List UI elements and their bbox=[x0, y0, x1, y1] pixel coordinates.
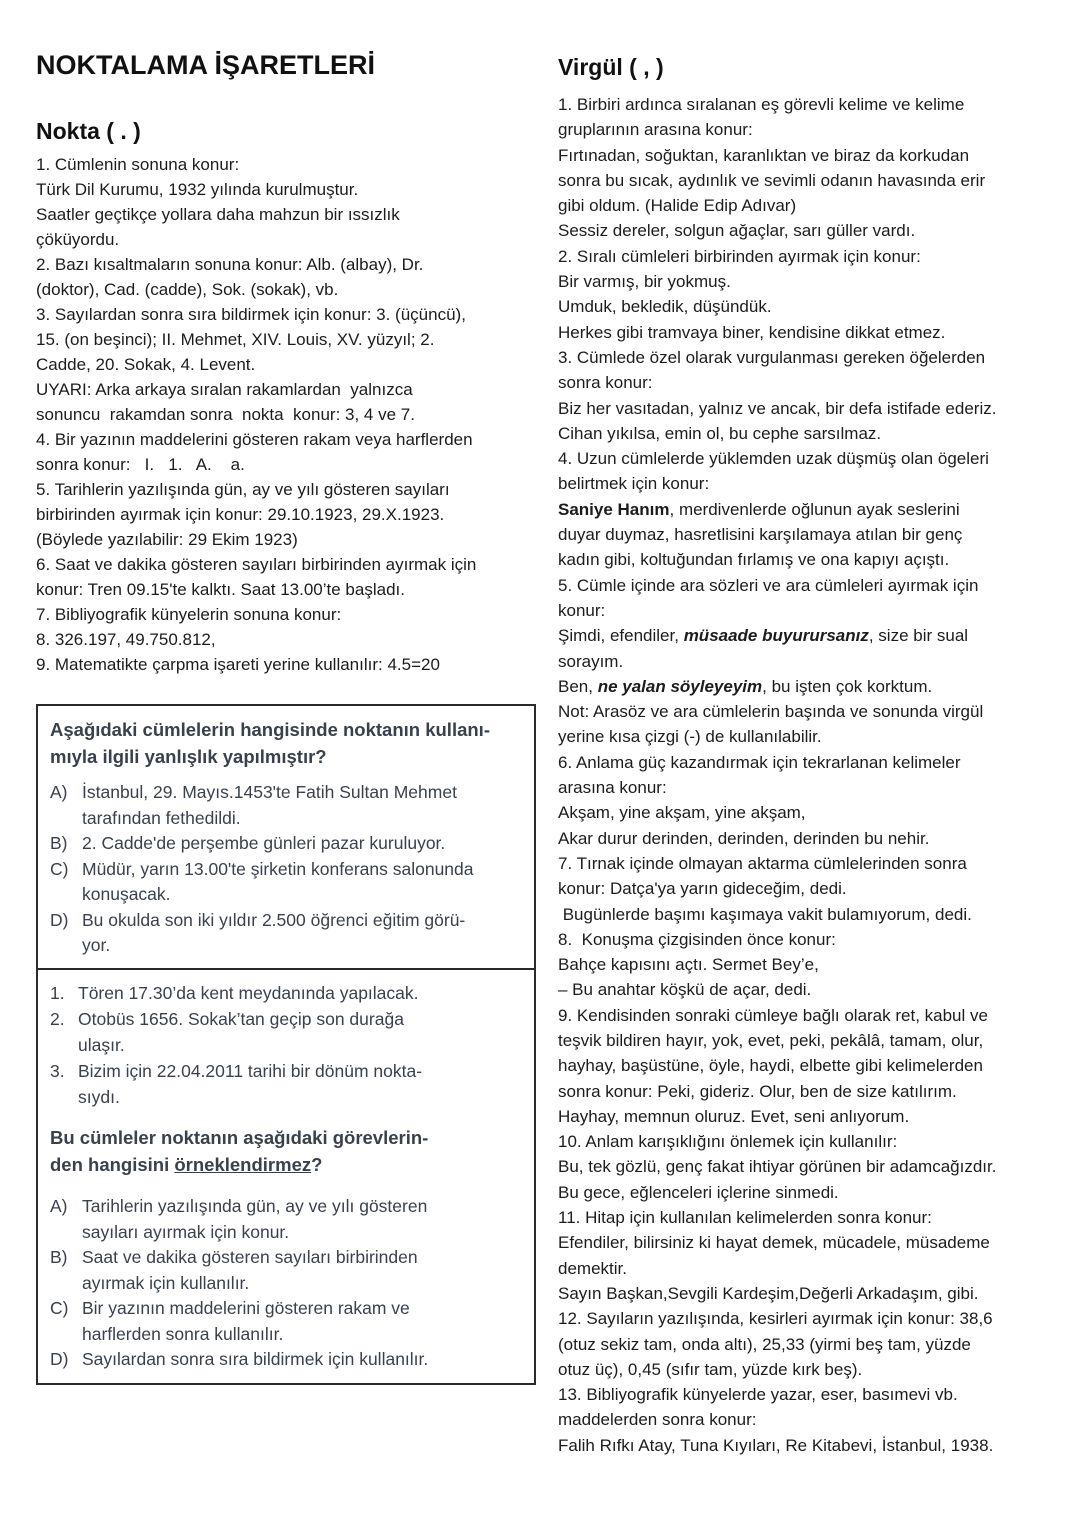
text-line: yor. bbox=[82, 935, 111, 955]
text-line: Saat ve dakika gösteren sayıları birbirinden bbox=[82, 1247, 418, 1267]
text-line: 12. Sayıların yazılışında, kesirleri ayırmak için konur: 38,6 bbox=[558, 1309, 993, 1329]
text-segment: , size bir sual bbox=[868, 626, 969, 646]
text-line: Bir yazının maddelerini gösteren rakam ve bbox=[82, 1298, 410, 1318]
option-label: A) bbox=[50, 782, 68, 802]
text-line: 9. Kendisinden sonraki cümleye bağlı olarak ret, kabul ve bbox=[558, 1005, 988, 1025]
text-line: Tarihlerin yazılışında gün, ay ve yılı gösteren bbox=[82, 1196, 428, 1216]
text-line: Aşağıdaki cümlelerin hangisinde noktanın kullanı- bbox=[50, 719, 490, 740]
nokta-rules-text bbox=[36, 152, 541, 677]
text-line: maddelerden sonra konur: bbox=[558, 1410, 757, 1430]
text-segment: den hangisini bbox=[50, 1154, 175, 1175]
text-line: Fırtınadan, soğuktan, karanlıktan ve biraz da korkudan bbox=[558, 145, 970, 165]
text-line bbox=[558, 674, 1068, 699]
text-line: (otuz sekiz tam, onda altı), 25,33 (yirmi beş tam, yüzde bbox=[558, 1334, 971, 1354]
text-line: yerine kısa çizgi (-) de kullanılabilir. bbox=[558, 727, 822, 747]
text-line: Bahçe kapısını açtı. Sermet Bey’e, bbox=[558, 955, 819, 975]
text-segment: ? bbox=[311, 1154, 323, 1175]
text-line: 2. Cadde'de perşembe günleri pazar kuruluyor. bbox=[82, 833, 446, 853]
option-row bbox=[50, 1006, 524, 1058]
text-line: Cadde, 20. Sokak, 4. Levent. bbox=[36, 355, 256, 374]
text-line: 3. Cümlede özel olarak vurgulanması gereken öğelerden bbox=[558, 347, 986, 367]
text-line: Bugünlerde başımı kaşımaya vakit bulamıyorum, dedi. bbox=[558, 904, 972, 924]
text-line: Bu, tek gözlü, genç fakat ihtiyar görünen bir adamcağızdır. bbox=[558, 1157, 997, 1177]
text-line: konur: bbox=[558, 600, 606, 620]
text-line: 13. Bibliyografik künyelerde yazar, eser, basımevi vb. bbox=[558, 1385, 958, 1405]
text-line: duyar duymaz, hasretlisini karşılamaya atılan bir genç bbox=[558, 525, 963, 545]
section-heading-nokta: Nokta ( . ) bbox=[36, 118, 141, 144]
option-row bbox=[50, 1245, 524, 1296]
question-1-text bbox=[50, 716, 524, 770]
text-line: Not: Arasöz ve ara cümlelerin başında ve sonunda virgül bbox=[558, 702, 984, 722]
text-line: 11. Hitap için kullanılan kelimelerden sonra konur: bbox=[558, 1208, 932, 1228]
question-box-2 bbox=[36, 968, 536, 1385]
text-line: sonuncu rakamdan sonra nokta konur: 3, 4 ve 7. bbox=[36, 405, 415, 424]
text-line bbox=[558, 497, 1068, 522]
option-row bbox=[50, 1296, 524, 1347]
text-line: 5. Cümle içinde ara sözleri ve ara cümleleri ayırmak için bbox=[558, 575, 979, 595]
text-line: 3. Sayılardan sonra sıra bildirmek için konur: 3. (üçüncü), bbox=[36, 305, 466, 324]
text-line: Akar durur derinden, derinden, derinden bu nehir. bbox=[558, 828, 930, 848]
text-line: teşvik bildiren hayır, yok, evet, peki, pekâlâ, tamam, olur, bbox=[558, 1030, 984, 1050]
option-label: D) bbox=[50, 1349, 69, 1369]
text-line: Sayın Başkan,Sevgili Kardeşim,Değerli Arkadaşım, gibi. bbox=[558, 1283, 979, 1303]
text-line: belirtmek için konur: bbox=[558, 474, 710, 494]
text-line: 1. Birbiri ardınca sıralanan eş görevli kelime ve kelime bbox=[558, 95, 965, 114]
text-line: Bu gece, eğlenceleri içlerine sinmedi. bbox=[558, 1182, 839, 1202]
text-line: (Böylede yazılabilir: 29 Ekim 1923) bbox=[36, 530, 298, 549]
option-row bbox=[50, 1347, 524, 1373]
text-line: (doktor), Cad. (cadde), Sok. (sokak), vb. bbox=[36, 280, 339, 299]
text-line: 8. 326.197, 49.750.812, bbox=[36, 630, 216, 649]
text-line: sorayım. bbox=[558, 651, 624, 671]
option-label: 3. bbox=[50, 1061, 65, 1081]
option-text bbox=[82, 857, 474, 908]
text-line: UYARI: Arka arkaya sıralan rakamlardan yalnızca bbox=[36, 380, 413, 399]
text-line: konur: Datça'ya yarın gideceğim, dedi. bbox=[558, 879, 847, 899]
option-text bbox=[82, 1296, 410, 1347]
text-line: çöküyordu. bbox=[36, 230, 120, 249]
emphasized-text: ne yalan söyleyeyim bbox=[597, 676, 763, 696]
option-label: B) bbox=[50, 1247, 68, 1267]
text-line: – Bu anahtar köşkü de açar, dedi. bbox=[558, 980, 812, 1000]
option-row bbox=[50, 908, 524, 959]
option-row bbox=[50, 1058, 524, 1110]
text-segment: , merdivenlerde oğlunun ayak seslerini bbox=[669, 499, 960, 519]
text-line: Bu cümleler noktanın aşağıdaki görevlerin- bbox=[50, 1127, 429, 1148]
option-text bbox=[82, 908, 465, 959]
option-text bbox=[82, 831, 445, 857]
text-line: Umduk, bekledik, düşündük. bbox=[558, 297, 772, 317]
question-2-text bbox=[50, 1124, 524, 1178]
text-line: Saatler geçtikçe yollara daha mahzun bir ıssızlık bbox=[36, 205, 400, 224]
text-line: 8. Konuşma çizgisinden önce konur: bbox=[558, 929, 836, 949]
option-row bbox=[50, 780, 524, 831]
virgul-section bbox=[558, 54, 1068, 1458]
text-line: otuz üç), 0,45 (sıfır tam, yüzde kırk beş). bbox=[558, 1359, 863, 1379]
option-text bbox=[82, 780, 457, 831]
option-row bbox=[50, 980, 524, 1006]
option-label: C) bbox=[50, 1298, 69, 1318]
text-line: 7. Bibliyografik künyelerin sonuna konur: bbox=[36, 605, 342, 624]
text-line: Hayhay, memnun oluruz. Evet, seni anlıyorum. bbox=[558, 1106, 910, 1126]
option-text bbox=[82, 1245, 418, 1296]
text-line: Sessiz dereler, solgun ağaçlar, sarı güller vardı. bbox=[558, 221, 916, 241]
option-text bbox=[78, 980, 419, 1006]
text-line: 6. Anlama güç kazandırmak için tekrarlanan kelimeler bbox=[558, 752, 961, 772]
question-1-options bbox=[50, 780, 524, 959]
text-line: 9. Matematikte çarpma işareti yerine kullanılır: 4.5=20 bbox=[36, 655, 440, 674]
option-label: 1. bbox=[50, 983, 65, 1003]
text-line: sayıları ayırmak için konur. bbox=[82, 1221, 290, 1242]
text-line: 4. Uzun cümlelerde yüklemden uzak düşmüş olan ögeleri bbox=[558, 449, 989, 469]
text-line: konuşacak. bbox=[82, 884, 171, 904]
option-row bbox=[50, 1194, 524, 1245]
question-2-numbered-sentences bbox=[50, 980, 524, 1110]
text-segment: Şimdi, efendiler, bbox=[558, 626, 684, 646]
text-line: Bu okulda son iki yıldır 2.500 öğrenci eğitim görü- bbox=[82, 909, 466, 930]
text-line: Herkes gibi tramvaya biner, kendisine dikkat etmez. bbox=[558, 322, 946, 342]
text-line: Efendiler, bilirsiniz ki hayat demek, mücadele, müsademe bbox=[558, 1233, 990, 1253]
text-line bbox=[50, 1151, 524, 1178]
option-label: A) bbox=[50, 1196, 68, 1216]
text-line: tarafından fethedildi. bbox=[82, 807, 241, 828]
text-line: mıyla ilgili yanlışlık yapılmıştır? bbox=[50, 746, 327, 767]
text-line: Cihan yıkılsa, emin ol, bu cephe sarsılmaz. bbox=[558, 423, 882, 443]
virgul-rules-text bbox=[558, 92, 1068, 1458]
text-line: sıydı. bbox=[78, 1087, 120, 1107]
text-line: demektir. bbox=[558, 1258, 627, 1278]
option-label: 2. bbox=[50, 1009, 65, 1029]
option-text bbox=[82, 1347, 428, 1373]
text-line: İstanbul, 29. Mayıs.1453'te Fatih Sultan Mehmet bbox=[82, 782, 457, 802]
text-line: hayhay, başüstüne, öyle, haydi, elbette gibi kelimelerden bbox=[558, 1056, 983, 1076]
text-line: ayırmak için kullanılır. bbox=[82, 1272, 250, 1293]
text-line: ulaşır. bbox=[78, 1035, 125, 1055]
text-line: Biz her vasıtadan, yalnız ve ancak, bir defa istifade ederiz. bbox=[558, 398, 997, 418]
option-text bbox=[82, 1194, 427, 1245]
emphasized-text: örneklendirmez bbox=[174, 1154, 312, 1175]
page-title: NOKTALAMA İŞARETLERİ bbox=[36, 50, 375, 80]
text-line: sonra bu sıcak, aydınlık ve sevimli odanın havasında erir bbox=[558, 170, 986, 190]
option-row bbox=[50, 831, 524, 857]
text-line: Türk Dil Kurumu, 1932 yılında kurulmuştur. bbox=[36, 180, 359, 199]
text-line: Tören 17.30’da kent meydanında yapılacak. bbox=[78, 983, 419, 1003]
text-line: konur: Tren 09.15'te kalktı. Saat 13.00’te başladı. bbox=[36, 580, 405, 599]
text-segment: , bu işten çok korktum. bbox=[762, 676, 933, 696]
text-line: Müdür, yarın 13.00'te şirketin konferans salonunda bbox=[82, 858, 474, 879]
text-line: Sayılardan sonra sıra bildirmek için kullanılır. bbox=[82, 1349, 429, 1369]
text-line: 2. Sıralı cümleleri birbirinden ayırmak için konur: bbox=[558, 246, 921, 266]
text-line: 2. Bazı kısaltmaların sonuna konur: Alb. (albay), Dr. bbox=[36, 255, 424, 274]
text-segment: Ben, bbox=[558, 676, 598, 696]
text-line bbox=[558, 623, 1068, 648]
text-line: sonra konur: bbox=[558, 373, 653, 393]
text-line: 6. Saat ve dakika gösteren sayıları birbirinden ayırmak için bbox=[36, 555, 477, 574]
text-line: 1. Cümlenin sonuna konur: bbox=[36, 155, 240, 174]
text-line: arasına konur: bbox=[558, 778, 667, 798]
text-line: 7. Tırnak içinde olmayan aktarma cümlelerinden sonra bbox=[558, 853, 967, 873]
text-line: Bizim için 22.04.2011 tarihi bir dönüm nokta- bbox=[78, 1061, 423, 1081]
option-text bbox=[78, 1058, 422, 1110]
section-heading-virgul: Virgül ( , ) bbox=[558, 54, 664, 80]
text-line: Bir varmış, bir yokmuş. bbox=[558, 272, 731, 292]
text-line: birbirinden ayırmak için konur: 29.10.1923, 29.X.1923. bbox=[36, 505, 445, 524]
option-text bbox=[78, 1006, 404, 1058]
text-line: gruplarının arasına konur: bbox=[558, 120, 753, 140]
text-line: harflerden sonra kullanılır. bbox=[82, 1323, 284, 1344]
emphasized-text: Saniye Hanım bbox=[558, 499, 670, 519]
text-line: 10. Anlam karışıklığını önlemek için kullanılır: bbox=[558, 1132, 898, 1152]
text-line: Otobüs 1656. Sokak’tan geçip son durağa bbox=[78, 1009, 404, 1029]
text-line: 15. (on beşinci); II. Mehmet, XIV. Louis, XV. yüzyıl; 2. bbox=[36, 330, 435, 349]
text-line: kadın gibi, koltuğundan fırlamış ve ona kapıyı açıştı. bbox=[558, 550, 950, 570]
option-label: B) bbox=[50, 833, 68, 853]
text-line: Falih Rıfkı Atay, Tuna Kıyıları, Re Kitabevi, İstanbul, 1938. bbox=[558, 1435, 994, 1455]
text-line: 4. Bir yazının maddelerini gösteren rakam veya harflerden bbox=[36, 430, 473, 449]
text-line: 5. Tarihlerin yazılışında gün, ay ve yılı gösteren sayıları bbox=[36, 480, 450, 499]
text-line: sonra konur: I. 1. A. a. bbox=[36, 455, 245, 474]
option-row bbox=[50, 857, 524, 908]
text-line: Akşam, yine akşam, yine akşam, bbox=[558, 803, 806, 823]
question-2-options bbox=[50, 1194, 524, 1373]
emphasized-text: müsaade buyurursanız bbox=[683, 626, 869, 646]
text-line: sonra konur: Peki, gideriz. Olur, ben de size katılırım. bbox=[558, 1081, 957, 1101]
text-line: gibi oldum. (Halide Edip Adıvar) bbox=[558, 196, 797, 216]
question-box-1 bbox=[36, 704, 536, 971]
option-label: C) bbox=[50, 858, 69, 879]
option-label: D) bbox=[50, 909, 69, 930]
